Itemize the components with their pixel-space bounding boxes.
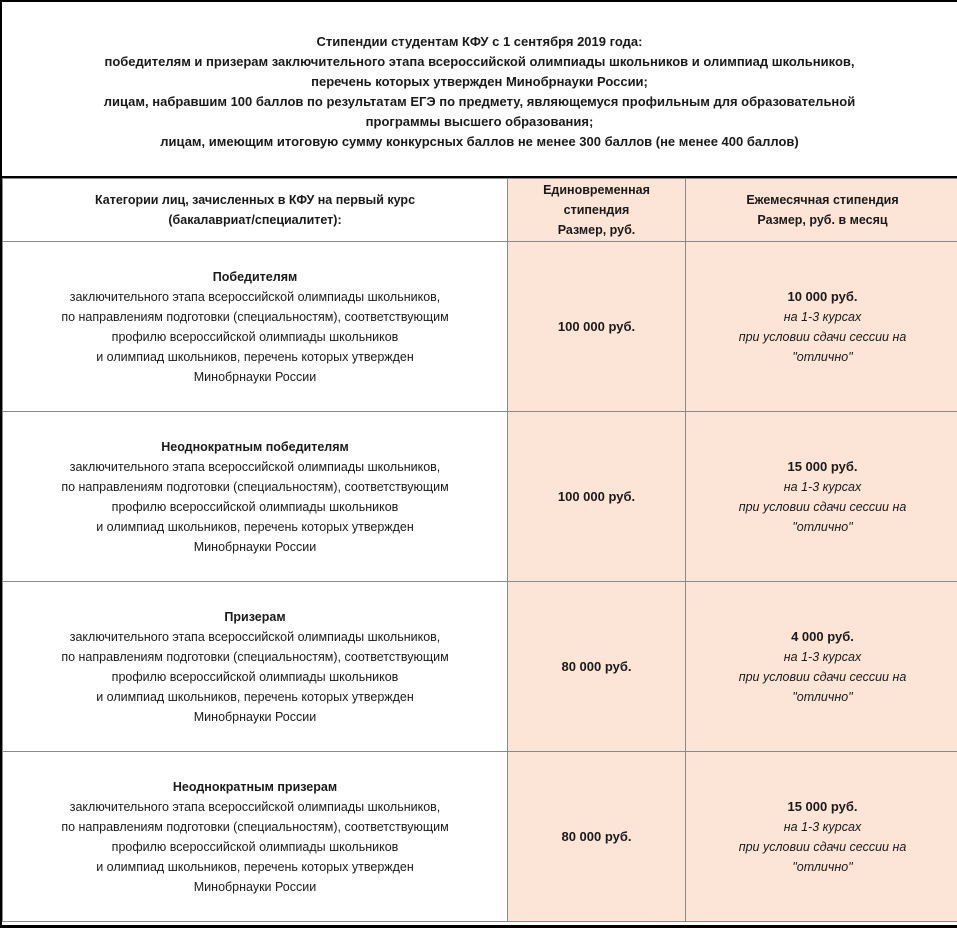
header-one-time-line: стипендия (563, 203, 630, 217)
category-title: Победителям (212, 269, 298, 284)
category-desc-line: профилю всероссийской олимпиады школьников (111, 499, 399, 514)
monthly-note: "отлично" (792, 689, 853, 704)
header-one-time-line: Единовременная (543, 183, 650, 197)
category-desc-line: профилю всероссийской олимпиады школьников (111, 669, 399, 684)
category-desc-line: заключительного этапа всероссийской олимпиады школьников, (69, 629, 441, 644)
category-desc-line: Минобрнауки России (193, 539, 317, 554)
category-desc-line: профилю всероссийской олимпиады школьников (111, 329, 399, 344)
monthly-note: при условии сдачи сессии на (738, 329, 907, 344)
table-row (3, 752, 957, 922)
monthly-amount: 10 000 руб. (787, 288, 858, 304)
monthly-note: на 1-3 курсах (783, 649, 862, 664)
monthly-amount: 15 000 руб. (787, 798, 858, 814)
one-time-amount: 80 000 руб. (561, 828, 632, 844)
header-one-time-line: Размер, руб. (557, 223, 636, 237)
one-time-cell (508, 412, 686, 582)
category-cell (3, 242, 508, 412)
category-desc-line: профилю всероссийской олимпиады школьников (111, 839, 399, 854)
monthly-note: при условии сдачи сессии на (738, 669, 907, 684)
header-line: лицам, набравшим 100 баллов по результатам ЕГЭ по предмету, являющемуся профильным для образовательной (103, 94, 856, 109)
category-desc-line: и олимпиад школьников, перечень которых утвержден (96, 349, 414, 364)
header-line: перечень которых утвержден Минобрнауки России; (311, 74, 648, 89)
category-desc-line: и олимпиад школьников, перечень которых утвержден (96, 689, 414, 704)
monthly-note: "отлично" (792, 859, 853, 874)
category-cell (3, 582, 508, 752)
one-time-cell (508, 582, 686, 752)
category-desc-line: по направлениям подготовки (специальностям), соответствующим (61, 649, 449, 664)
header-category-line: (бакалавриат/специалитет): (168, 213, 342, 227)
one-time-amount: 100 000 руб. (557, 318, 636, 334)
header-monthly (686, 179, 957, 242)
one-time-cell (508, 752, 686, 922)
category-desc-line: Минобрнауки России (193, 709, 317, 724)
monthly-note: "отлично" (792, 349, 853, 364)
category-desc-line: и олимпиад школьников, перечень которых утвержден (96, 519, 414, 534)
header-line: программы высшего образования; (365, 114, 594, 129)
header-monthly-line: Ежемесячная стипендия (746, 193, 899, 207)
header-category (3, 179, 508, 242)
sheet-header (2, 0, 957, 178)
category-desc-line: заключительного этапа всероссийской олимпиады школьников, (69, 459, 441, 474)
monthly-note: на 1-3 курсах (783, 309, 862, 324)
category-desc-line: по направлениям подготовки (специальностям), соответствующим (61, 479, 449, 494)
monthly-note: "отлично" (792, 519, 853, 534)
one-time-amount: 80 000 руб. (561, 658, 632, 674)
monthly-amount: 4 000 руб. (791, 628, 854, 644)
category-desc-line: Минобрнауки России (193, 369, 317, 384)
monthly-note: на 1-3 курсах (783, 479, 862, 494)
category-title: Призерам (224, 609, 286, 624)
scholarship-table (2, 178, 957, 922)
monthly-cell (686, 412, 957, 582)
header-line: лицам, имеющим итоговую сумму конкурсных баллов не менее 300 баллов (не менее 400 баллов) (160, 134, 799, 149)
monthly-cell (686, 242, 957, 412)
category-desc-line: Минобрнауки России (193, 879, 317, 894)
table-row (3, 412, 957, 582)
table-row (3, 242, 957, 412)
category-desc-line: заключительного этапа всероссийской олимпиады школьников, (69, 289, 441, 304)
category-desc-line: и олимпиад школьников, перечень которых утвержден (96, 859, 414, 874)
header-category-line: Категории лиц, зачисленных в КФУ на первый курс (94, 193, 416, 207)
monthly-note: при условии сдачи сессии на (738, 499, 907, 514)
category-title: Неоднократным призерам (172, 779, 338, 794)
category-desc-line: по направлениям подготовки (специальностям), соответствующим (61, 819, 449, 834)
monthly-amount: 15 000 руб. (787, 458, 858, 474)
table-header-row (3, 179, 957, 242)
category-title: Неоднократным победителям (161, 439, 349, 454)
header-line: победителям и призерам заключительного этапа всероссийской олимпиады школьников и олимпиад школьников, (104, 54, 855, 69)
category-desc-line: по направлениям подготовки (специальностям), соответствующим (61, 309, 449, 324)
one-time-cell (508, 242, 686, 412)
one-time-amount: 100 000 руб. (557, 488, 636, 504)
monthly-note: на 1-3 курсах (783, 819, 862, 834)
header-title: Стипендии студентам КФУ с 1 сентября 2019 года: (316, 34, 643, 49)
category-cell (3, 412, 508, 582)
monthly-cell (686, 582, 957, 752)
table-row (3, 582, 957, 752)
header-one-time (508, 179, 686, 242)
category-cell (3, 752, 508, 922)
category-desc-line: заключительного этапа всероссийской олимпиады школьников, (69, 799, 441, 814)
monthly-note: при условии сдачи сессии на (738, 839, 907, 854)
header-monthly-line: Размер, руб. в месяц (757, 213, 888, 227)
monthly-cell (686, 752, 957, 922)
